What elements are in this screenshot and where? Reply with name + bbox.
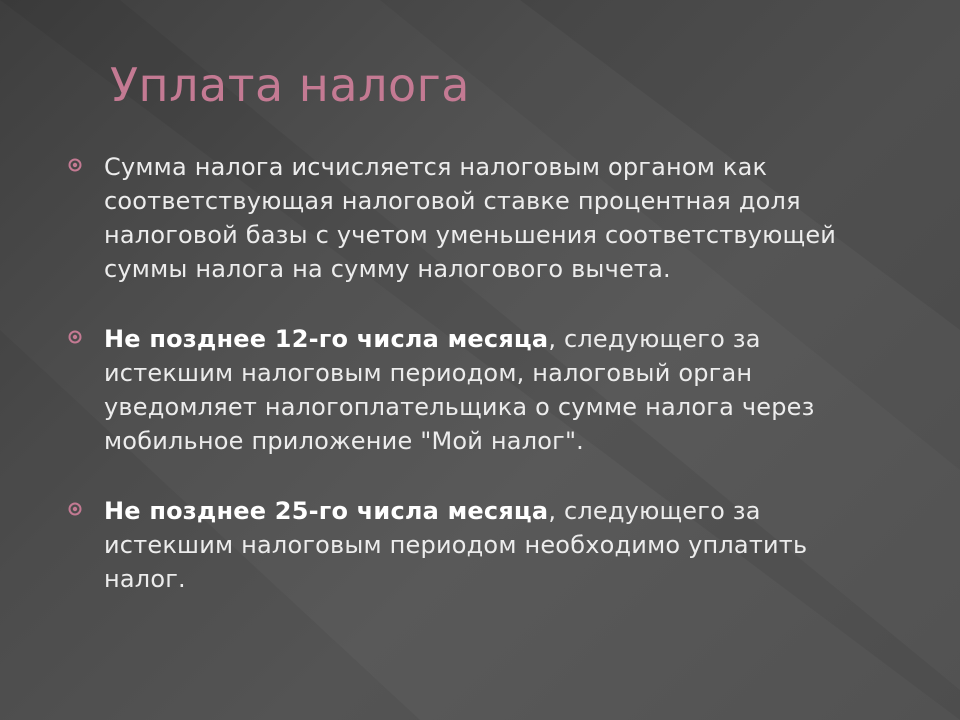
- bullet-bold-text: Не позднее 25-го числа месяца: [104, 497, 549, 525]
- bullet-text: [104, 325, 815, 455]
- slide-title: Уплата налога: [110, 58, 470, 112]
- bullet-item: [68, 494, 868, 596]
- bullet-body-text: , следующего за истекшим налоговым периодом необходимо уплатить налог.: [104, 497, 808, 593]
- circle-bullet-icon: [68, 158, 82, 172]
- bullet-item: [68, 322, 868, 458]
- bullet-list: [68, 150, 868, 596]
- bullet-item: [68, 150, 868, 286]
- bullet-body-text: , следующего за истекшим налоговым периодом, налоговый орган уведомляет налогоплательщика о сумме налога через мобильное приложение "Мой налог".: [104, 325, 815, 455]
- bullet-body-text: Сумма налога исчисляется налоговым органом как соответствующая налоговой ставке процентная доля налоговой базы с учетом уменьшения соответствующей суммы налога на сумму налогового вычета.: [104, 153, 837, 283]
- bullet-bold-text: Не позднее 12-го числа месяца: [104, 325, 549, 353]
- circle-bullet-icon: [68, 330, 82, 344]
- circle-bullet-icon: [68, 502, 82, 516]
- bullet-text: [104, 153, 836, 283]
- bullet-text: [104, 497, 807, 593]
